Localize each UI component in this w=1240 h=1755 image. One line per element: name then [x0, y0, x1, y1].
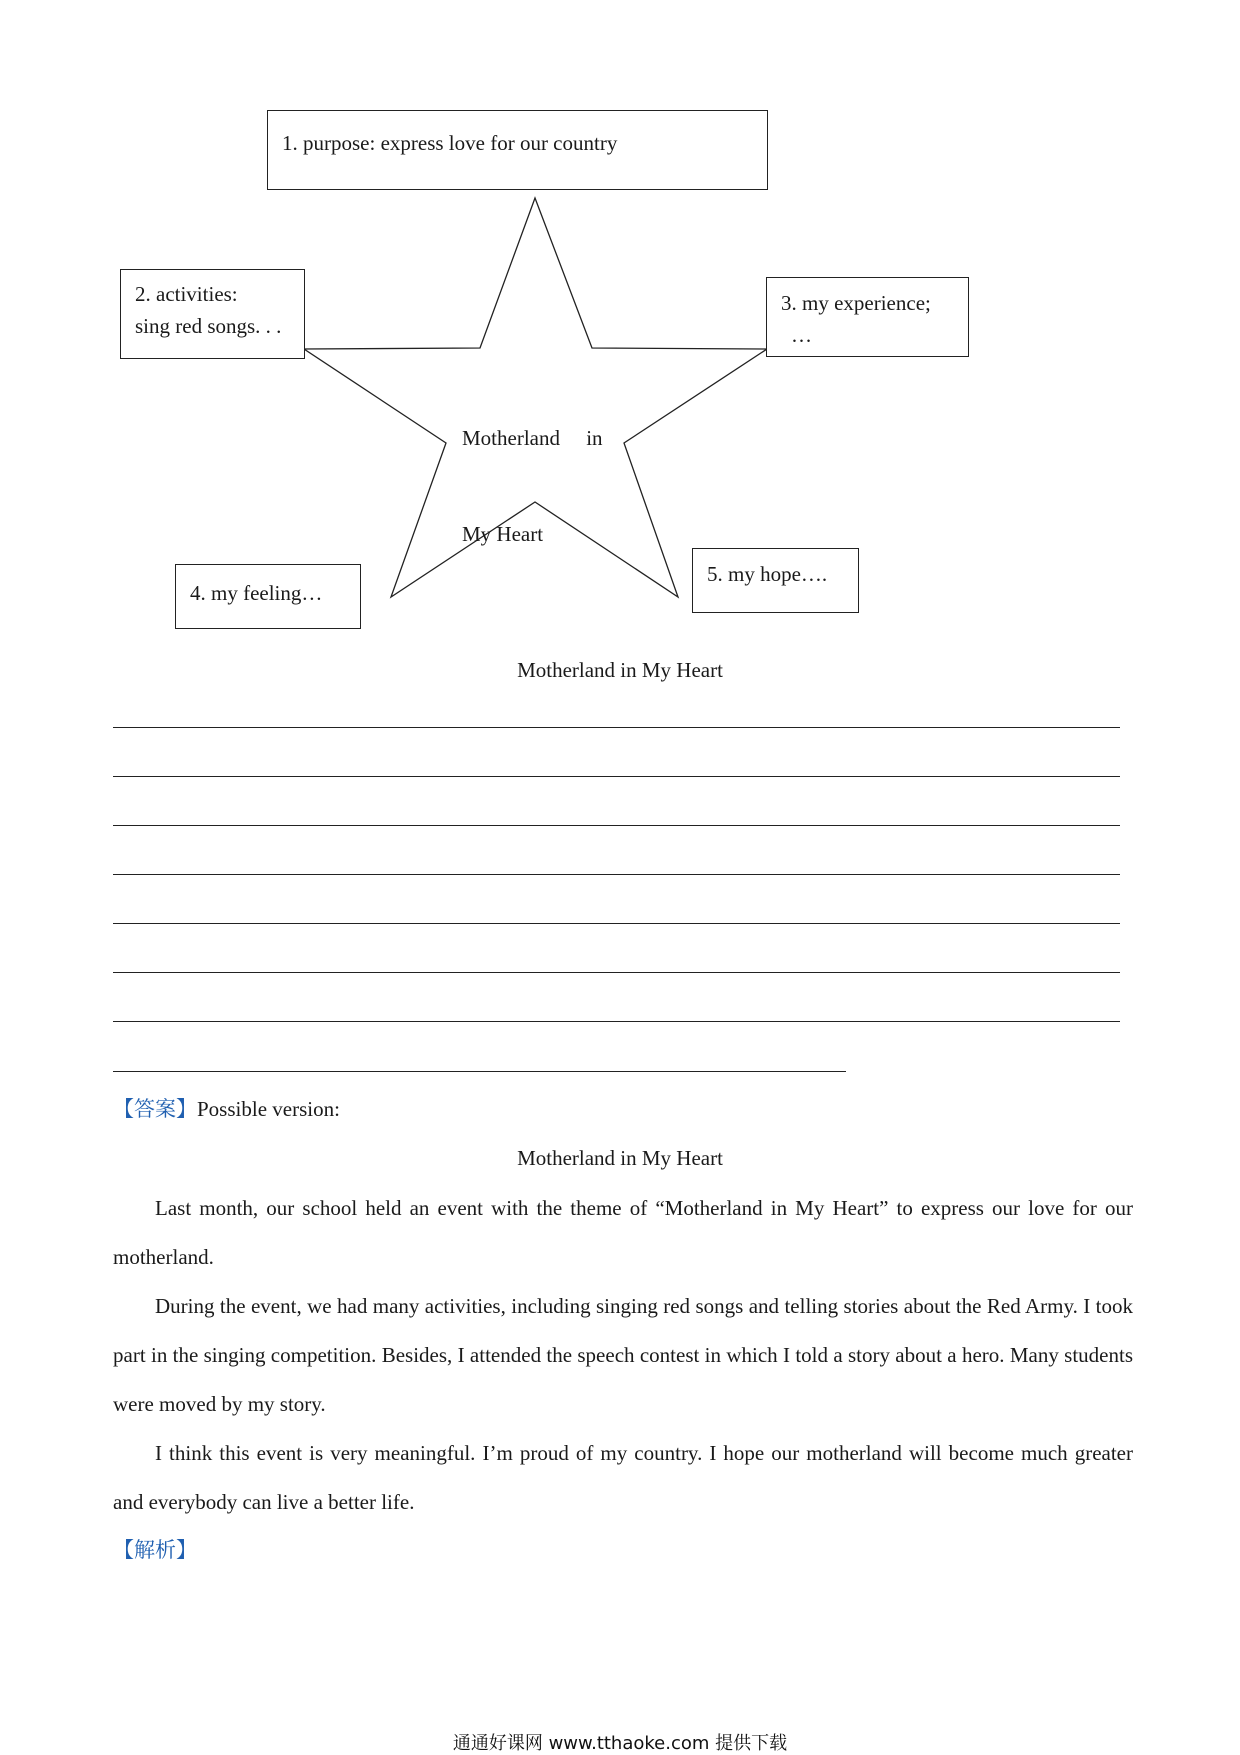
star-label-line2: My Heart: [462, 522, 544, 546]
writing-line: [113, 1021, 1120, 1022]
writing-line-last: [113, 1071, 846, 1072]
writing-line: [113, 874, 1120, 875]
feeling-box: [175, 564, 361, 629]
answer-heading: [113, 1093, 340, 1125]
activities-box: [120, 269, 305, 359]
footer-source: 通通好课网 www.tthaoke.com 提供下载: [452, 1733, 788, 1754]
answer-title: Motherland in My Heart: [517, 1146, 723, 1170]
answer-paragraph-2: During the event, we had many activities, including singing red songs and telling stories about the Red Army. I took part in the singing competition. Besides, I attended the speech contest in which I told a story about a hero. Many students were moved by my story.: [113, 1294, 1133, 1416]
mind-map-diagram: [0, 0, 1240, 640]
writing-title: Motherland in My Heart: [517, 658, 723, 682]
writing-line: [113, 776, 1120, 777]
hope-box: [692, 548, 859, 613]
analysis-label: 【解析】: [113, 1538, 197, 1562]
activities-heading: 2. activities:: [135, 282, 238, 306]
writing-line: [113, 923, 1120, 924]
experience-box: [766, 277, 969, 357]
star-center-label: [462, 358, 603, 614]
experience-heading: 3. my experience;: [781, 291, 931, 315]
writing-line: [113, 972, 1120, 973]
purpose-text: 1. purpose: express love for our country: [282, 131, 618, 155]
writing-line: [113, 727, 1120, 728]
answer-paragraph-1: Last month, our school held an event with the theme of “Motherland in My Heart” to express our love for our motherland.: [113, 1196, 1133, 1269]
activities-detail: sing red songs. . .: [135, 314, 282, 338]
answer-label: 【答案】: [113, 1097, 197, 1121]
answer-paragraph-3: I think this event is very meaningful. I’m proud of my country. I hope our motherland will become much greater and everybody can live a better life.: [113, 1441, 1133, 1514]
writing-line: [113, 825, 1120, 826]
feeling-text: 4. my feeling…: [190, 581, 323, 605]
star-label-line1: Motherland in: [462, 426, 603, 450]
purpose-box: [267, 110, 768, 190]
hope-text: 5. my hope….: [707, 562, 828, 586]
experience-detail: …: [791, 323, 812, 347]
answer-intro: Possible version:: [197, 1097, 340, 1121]
